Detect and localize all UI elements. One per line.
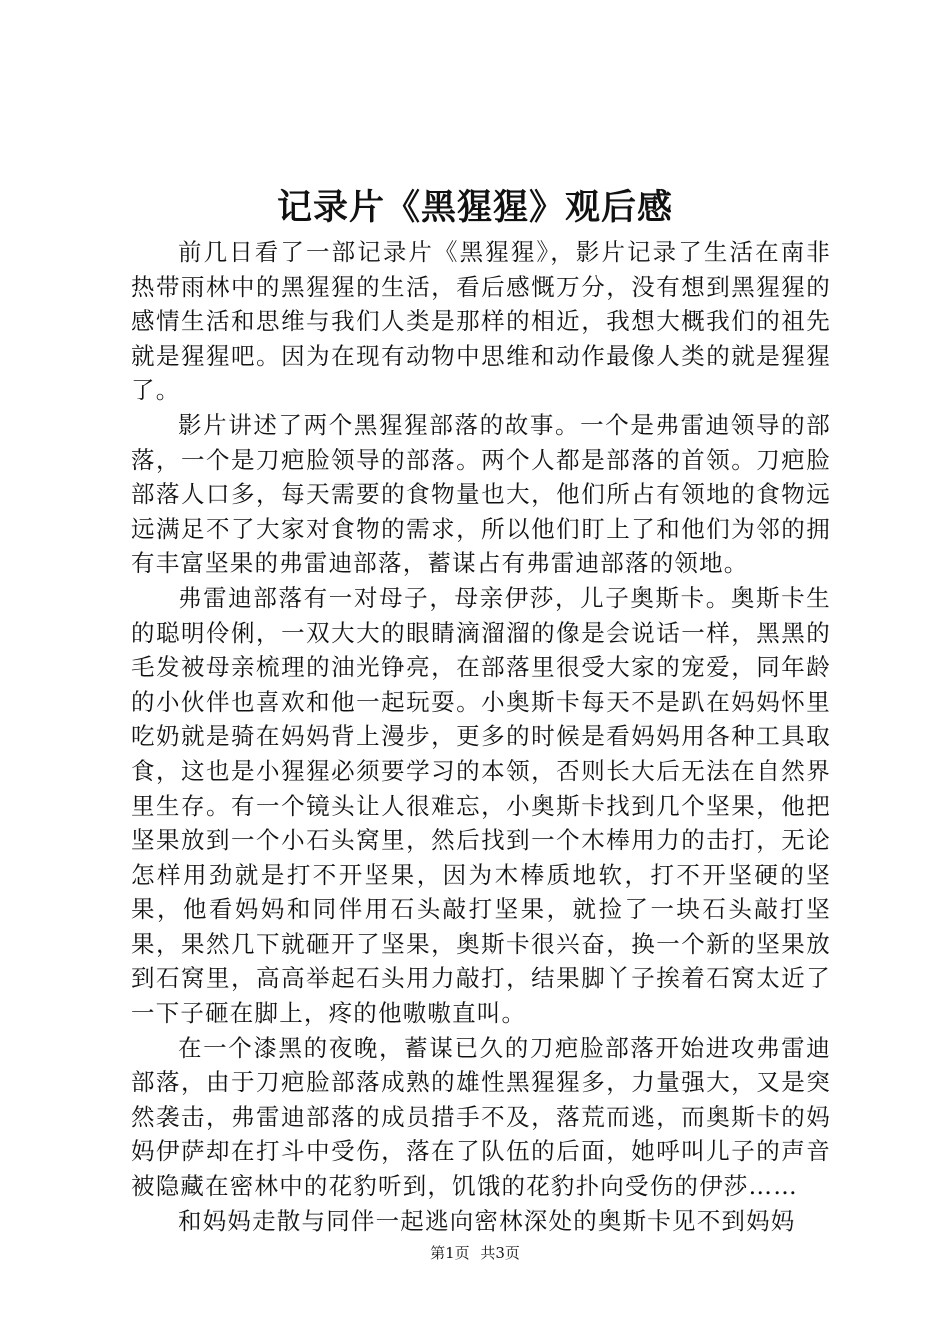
paragraph-5: 和妈妈走散与同伴一起逃向密林深处的奥斯卡见不到妈妈: [178, 1206, 796, 1235]
document-body: [131, 235, 831, 1238]
paragraph-1: 前几日看了一部记录片《黑猩猩》，影片记录了生活在南非热带雨林中的黑猩猩的生活，看后感慨万分，没有想到黑猩猩的感情生活和思维与我们人类是那样的相近，我想大概我们的祖先就是猩猩吧。因为在现有动物中思维和动作最像人类的就是猩猩了。: [131, 238, 831, 405]
page-total: 共3页: [480, 1244, 520, 1262]
page-number: 第1页: [430, 1244, 470, 1262]
paragraph-4: 在一个漆黑的夜晚，蓄谋已久的刀疤脸部落开始进攻弗雷迪部落，由于刀疤脸部落成熟的雄性黑猩猩多，力量强大，又是突然袭击，弗雷迪部落的成员措手不及，落荒而逃，而奥斯卡的妈妈伊萨却在打斗中受伤，落在了队伍的后面，她呼叫儿子的声音被隐藏在密林中的花豹听到，饥饿的花豹扑向受伤的伊莎……: [131, 1033, 831, 1201]
paragraph-2: 影片讲述了两个黑猩猩部落的故事。一个是弗雷迪领导的部落，一个是刀疤脸领导的部落。两个人都是部落的首领。刀疤脸部落人口多，每天需要的食物量也大，他们所占有领地的食物远远满足不了大家对食物的需求，所以他们盯上了和他们为邻的拥有丰富坚果的弗雷迪部落，蓄谋占有弗雷迪部落的领地。: [131, 410, 831, 578]
document-title: 记录片《黑猩猩》观后感: [276, 187, 673, 228]
paragraph-3: 弗雷迪部落有一对母子，母亲伊莎，儿子奥斯卡。奥斯卡生的聪明伶俐，一双大大的眼睛滴溜溜的像是会说话一样，黑黑的毛发被母亲梳理的油光铮亮，在部落里很受大家的宠爱，同年龄的小伙伴也喜欢和他一起玩耍。小奥斯卡每天不是趴在妈妈怀里吃奶就是骑在妈妈背上漫步，更多的时候是看妈妈用各种工具取食，这也是小猩猩必须要学习的本领，否则长大后无法在自然界里生存。有一个镜头让人很难忘，小奥斯卡找到几个坚果，他把坚果放到一个小石头窝里，然后找到一个木棒用力的击打，无论怎样用劲就是打不开坚果，因为木棒质地软，打不开坚硬的坚果，他看妈妈和同伴用石头敲打坚果，就捡了一块石头敲打坚果，果然几下就砸开了坚果，奥斯卡很兴奋，换一个新的坚果放到石窝里，高高举起石头用力敲打，结果脚丫子挨着石窝太近了一下子砸在脚上，疼的他嗷嗷直叫。: [131, 583, 831, 1028]
page-footer: [0, 1241, 950, 1265]
